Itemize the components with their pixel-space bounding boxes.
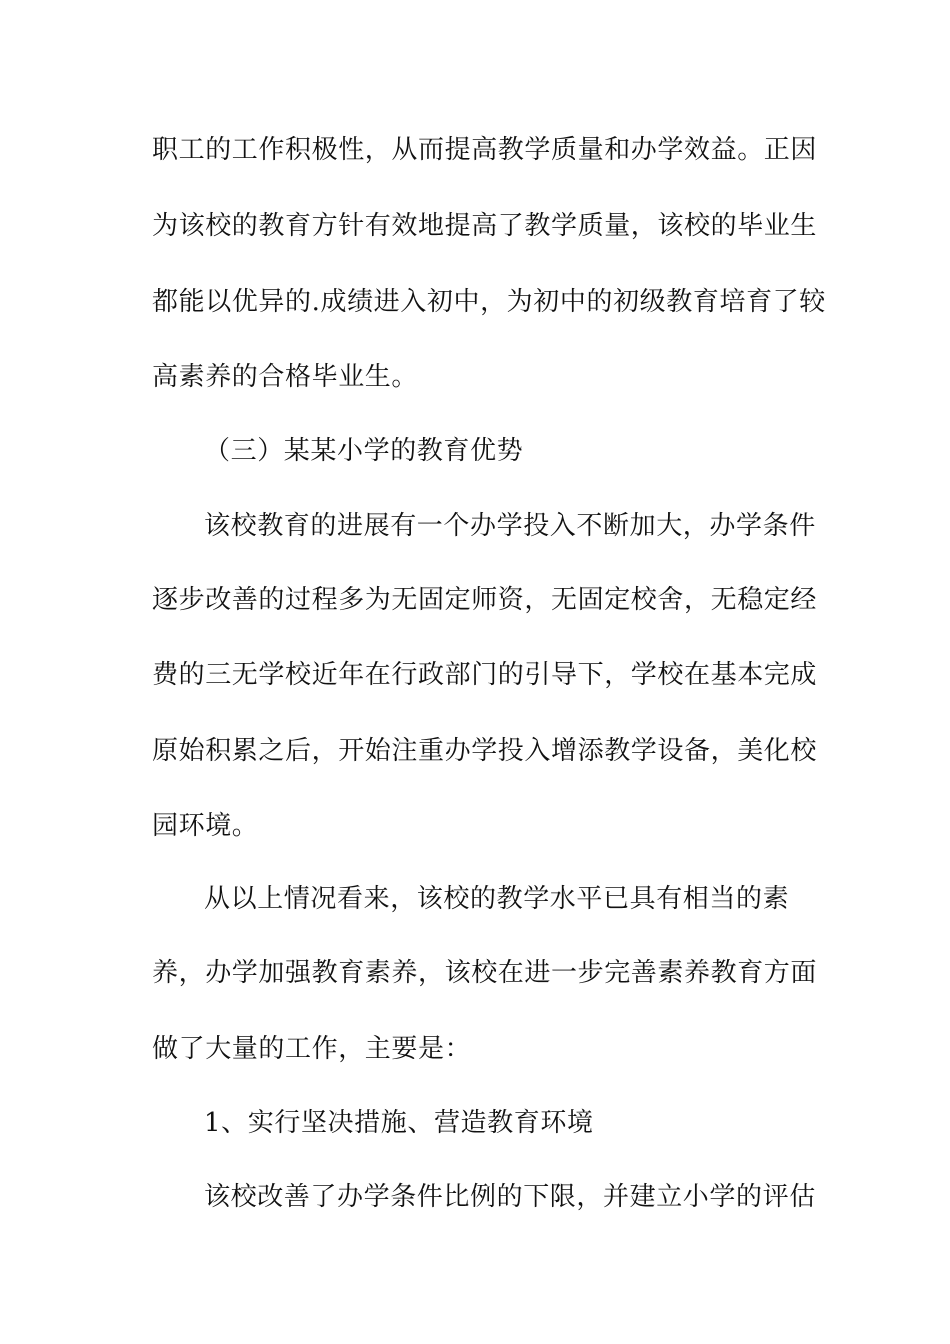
body-text-line: 原始积累之后，开始注重办学投入增添教学设备，美化校	[152, 736, 818, 766]
paragraph-first-line: 该校改善了办学条件比例的下限，并建立小学的评估	[204, 1182, 816, 1212]
paragraph-first-line: 该校教育的进展有一个办学投入不断加大，办学条件	[204, 511, 816, 541]
body-text-line: 职工的工作积极性，从而提高教学质量和办学效益。正因	[152, 135, 818, 165]
body-text-line: 逐步改善的过程多为无固定师资，无固定校舍，无稳定经	[152, 585, 818, 615]
section-heading: （三）某某小学的教育优势	[204, 436, 524, 466]
paragraph-first-line: 从以上情况看来，该校的教学水平已具有相当的素	[204, 884, 790, 914]
body-text-line: 费的三无学校近年在行政部门的引导下，学校在基本完成	[152, 660, 818, 690]
numbered-heading: 1、实行坚决措施、营造教育环境	[204, 1108, 594, 1138]
body-text-line: 养，办学加强教育素养，该校在进一步完善素养教育方面	[152, 958, 818, 988]
body-text-line: 都能以优异的.成绩进入初中，为初中的初级教育培育了较	[152, 287, 826, 317]
body-text-line: 做了大量的工作，主要是：	[152, 1034, 472, 1064]
body-text-line: 高素养的合格毕业生。	[152, 362, 419, 392]
body-text-line: 园环境。	[152, 811, 259, 841]
body-text-line: 为该校的教育方针有效地提高了教学质量，该校的毕业生	[152, 211, 818, 241]
